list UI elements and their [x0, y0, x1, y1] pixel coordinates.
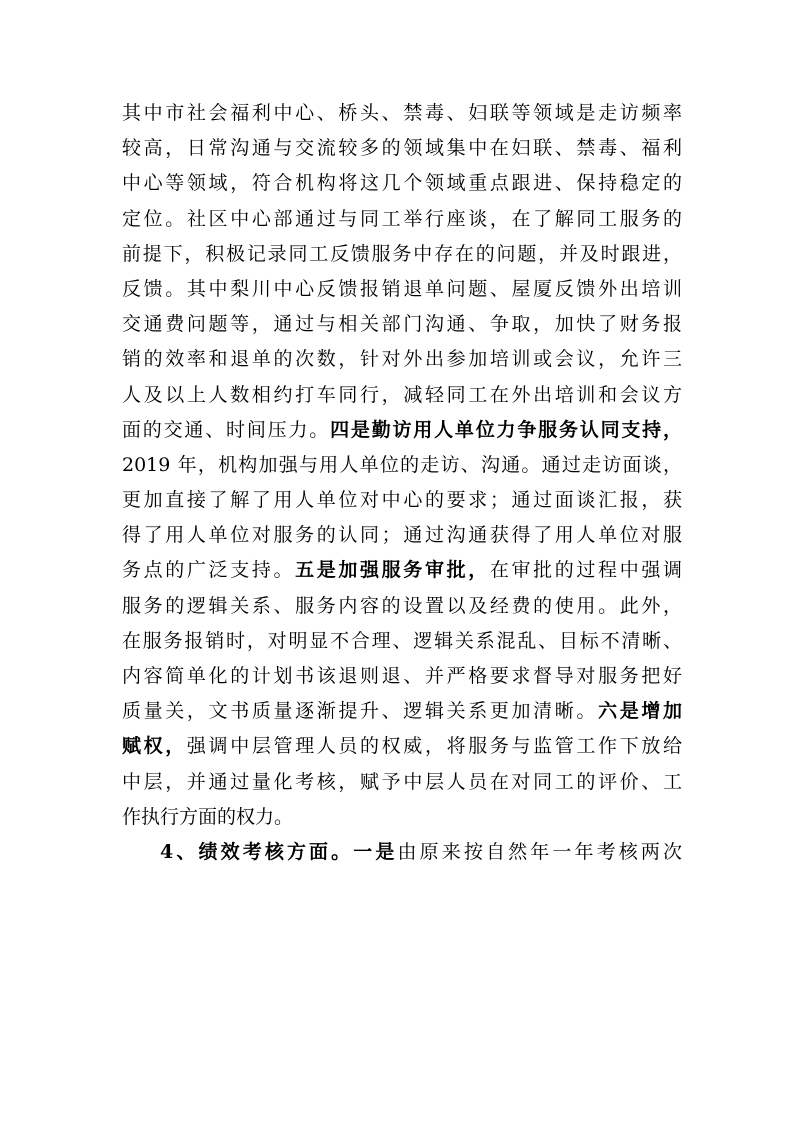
text-segment: 在服务报销时，对明显不合理、逻辑关系混乱、目标不清晰、 [122, 629, 682, 652]
text-line [122, 272, 682, 307]
text-segment: 定位。社区中心部通过与同工举行座谈，在了解同工服务的 [122, 207, 682, 230]
text-segment: 前提下，积极记录同工反馈服务中存在的问题，并及时跟进， [122, 242, 682, 265]
bold-text-segment: 四是勤访用人单位力争服务认同支持， [330, 418, 682, 441]
text-line [122, 166, 682, 201]
text-segment: 作执行方面的权力。 [122, 805, 294, 828]
text-segment: 中心等领域，符合机构将这几个领域重点跟进、保持稳定的 [122, 172, 682, 195]
text-line [122, 307, 682, 342]
bold-text-segment: 五是加强服务审批， [295, 559, 490, 582]
text-line [122, 202, 682, 237]
text-line [122, 342, 682, 377]
text-segment: 其中市社会福利中心、桥头、禁毒、妇联等领域是走访频率 [122, 102, 682, 124]
text-line [122, 765, 682, 800]
bold-text-segment: 4、绩效考核方面。一是 [160, 840, 398, 863]
text-segment: 强调中层管理人员的权威，将服务与监管工作下放给 [186, 735, 682, 758]
text-segment: 人及以上人数相约打车同行，减轻同工在外出培训和会议方 [122, 383, 682, 406]
text-segment: 质量关，文书质量逐渐提升、逻辑关系更加清晰。 [122, 700, 599, 723]
body-text [122, 96, 682, 870]
bold-text-segment: 赋权， [122, 735, 187, 758]
bold-text-segment: 六是增加 [598, 700, 682, 723]
text-line [122, 800, 682, 835]
text-segment: 反馈。其中梨川中心反馈报销退单问题、屋厦反馈外出培训 [122, 277, 682, 300]
text-line [122, 448, 682, 483]
text-segment: 面的交通、时间压力。 [122, 418, 331, 441]
text-segment: 内容简单化的计划书该退则退、并严格要求督导对服务把好 [122, 665, 682, 687]
text-line [122, 553, 682, 588]
text-line [122, 483, 682, 518]
text-segment: 由原来按自然年一年考核两次 [397, 840, 682, 863]
text-segment: 务点的广泛支持。 [122, 559, 296, 582]
text-segment: 交通费问题等，通过与相关部门沟通、争取，加快了财务报 [122, 313, 682, 336]
text-segment: 更加直接了解了用人单位对中心的要求；通过面谈汇报，获 [122, 489, 682, 512]
text-segment: 销的效率和退单的次数，针对外出参加培训或会议，允许三 [122, 348, 682, 371]
text-segment: 中层，并通过量化考核，赋予中层人员在对同工的评价、工 [122, 770, 682, 793]
text-segment: 2019 年，机构加强与用人单位的走访、沟通。通过走访面谈， [122, 453, 682, 476]
text-line [122, 131, 682, 166]
text-line [122, 237, 682, 272]
text-segment: 服务的逻辑关系、服务内容的设置以及经费的使用。此外， [122, 594, 682, 617]
text-segment: 得了用人单位对服务的认同；通过沟通获得了用人单位对服 [122, 524, 682, 547]
text-line [122, 413, 682, 448]
text-segment: 在审批的过程中强调 [489, 559, 682, 582]
text-line [122, 518, 682, 553]
text-line [122, 694, 682, 729]
text-line [122, 835, 682, 870]
text-line [122, 96, 682, 131]
text-line [122, 589, 682, 624]
text-line [122, 659, 682, 694]
text-line [122, 378, 682, 413]
text-line [122, 729, 682, 764]
text-line [122, 624, 682, 659]
text-segment: 较高，日常沟通与交流较多的领域集中在妇联、禁毒、福利 [122, 137, 682, 160]
